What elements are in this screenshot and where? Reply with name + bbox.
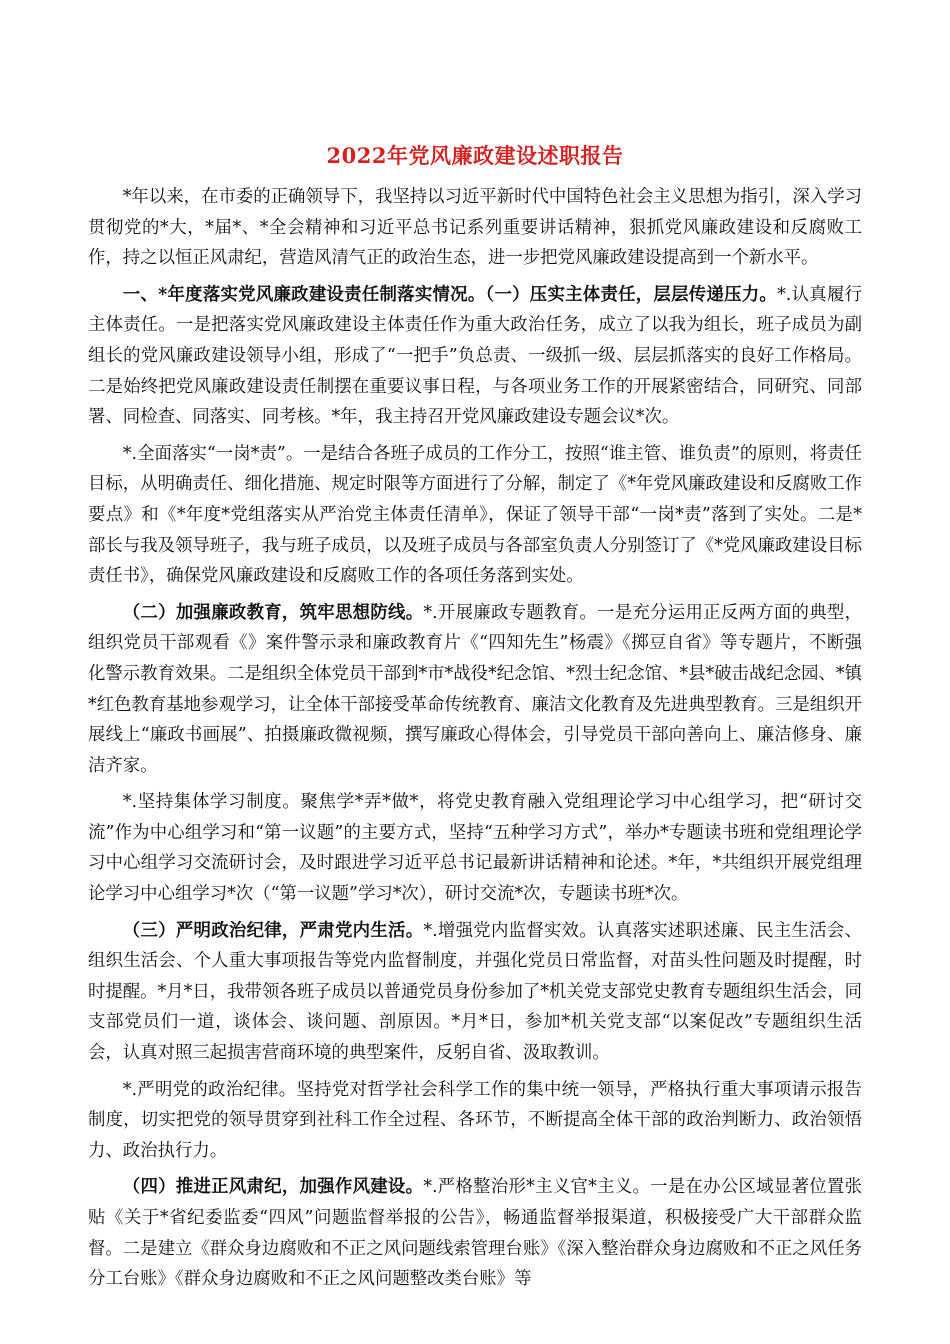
paragraph-section-3 xyxy=(88,916,862,1069)
paragraph-section-2 xyxy=(88,598,862,782)
section-heading: （三）严明政治纪律，严肃党内生活。 xyxy=(122,920,424,941)
section-heading: （二）加强廉政教育，筑牢思想防线。 xyxy=(122,602,424,623)
paragraph-collective-study xyxy=(88,787,862,909)
paragraph-section-1 xyxy=(88,280,862,433)
paragraph-text: *.认真履行主体责任。一是把落实党风廉政建设主体责任作为重大政治任务，成立了以我为组长，班子成员为副组长的党风廉政建设领导小组，形成了“一把手”负总责、一级抓一级、层层抓落实的良好工作格局。二是始终把党风廉政建设责任制摆在重要议事日程，与各项业务工作的开展紧密结合，同研究、同部署、同检查、同落实、同考核。*年，我主持召开党风廉政建设专题会议*次。 xyxy=(88,284,862,428)
paragraph-text: *年以来，在市委的正确领导下，我坚持以习近平新时代中国特色社会主义思想为指引，深入学习贯彻党的*大，*届*、*全会精神和习近平总书记系列重要讲话精神，狠抓党风廉政建设和反腐败工作，持之以恒正风肃纪，营造风清气正的政治生态，进一步把党风廉政建设提高到一个新水平。 xyxy=(88,187,862,269)
paragraph-text: *.开展廉政专题教育。一是充分运用正反两方面的典型，组织党员干部观看《》案件警示录和廉政教育片《“四知先生”杨震》《掷豆自省》等专题片，不断强化警示教育效果。二是组织全体党员干部到*市*战役*纪念馆、*烈士纪念馆、*县*破击战纪念园、*镇*红色教育基地参观学习，让全体干部接受革命传统教育、廉洁文化教育及先进典型教育。三是组织开展线上“廉政书画展”、拍摄廉政微视频，撰写廉政心得体会，引导党员干部向善向上、廉洁修身、廉洁齐家。 xyxy=(88,602,862,776)
paragraph-text: *.全面落实“一岗*责”。一是结合各班子成员的工作分工，按照“谁主管、谁负责”的原则，将责任目标，从明确责任、细化措施、规定时限等方面进行了分解，制定了《*年党风廉政建设和反腐败工作要点》和《*年度*党组落实从严治党主体责任清单》，保证了领导干部“一岗*责”落到了实处。二是*部长与我及领导班子，我与班子成员，以及班子成员与各部室负责人分别签订了《*党风廉政建设目标责任书》，确保党风廉政建设和反腐败工作的各项任务落到实处。 xyxy=(88,443,862,587)
paragraph-text: *.增强党内监督实效。认真落实述职述廉、民主生活会、组织生活会、个人重大事项报告等党内监督制度，并强化党员日常监督，对苗头性问题及时提醒，时时提醒。*月*日，我带领各班子成员以普通党员身份参加了*机关党支部党史教育专题组织生活会，同支部党员们一道，谈体会、谈问题、剖原因。*月*日，参加*机关党支部“以案促改”专题组织生活会，认真对照三起损害营商环境的典型案件，反躬自省、汲取教训。 xyxy=(88,920,862,1064)
paragraph-text: *.坚持集体学习制度。聚焦学*弄*做*，将党史教育融入党组理论学习中心组学习，把“研讨交流”作为中心组学习和“第一议题”的主要方式，坚持“五种学习方式”，举办*专题读书班和党组理论学习中心组学习交流研讨会，及时跟进学习近平总书记最新讲话精神和论述。*年，*共组织开展党组理论学习中心组学习*次（“第一议题”学习*次），研讨交流*次，专题读书班*次。 xyxy=(88,792,862,905)
paragraph-yigang-shuangze xyxy=(88,439,862,592)
document-title: 2022年党风廉政建设述职报告 xyxy=(326,143,624,168)
paragraph-text: *.严明党的政治纪律。坚持党对哲学社会科学工作的集中统一领导，严格执行重大事项请示报告制度，切实把党的领导贯穿到社科工作全过程、各环节，不断提高全体干部的政治判断力、政治领悟力、政治执行力。 xyxy=(88,1079,862,1161)
paragraph-political-discipline xyxy=(88,1075,862,1167)
paragraph-text: *.严格整治形*主义官*主义。一是在办公区域显著位置张贴《关于*省纪委监委“四风”问题监督举报的公告》，畅通监督举报渠道，积极接受广大干部群众监督。二是建立《群众身边腐败和不正之风问题线索管理台账》《深入整治群众身边腐败和不正之风任务分工台账》《群众身边腐败和不正之风问题整改类台账》等 xyxy=(88,1177,862,1290)
document-page xyxy=(88,140,862,1301)
section-heading: 一、*年度落实党风廉政建设责任制落实情况。（一）压实主体责任，层层传递压力。 xyxy=(122,284,778,305)
paragraph-intro xyxy=(88,182,862,274)
section-heading: （四）推进正风肃纪，加强作风建设。 xyxy=(122,1177,424,1198)
paragraph-section-4 xyxy=(88,1172,862,1294)
